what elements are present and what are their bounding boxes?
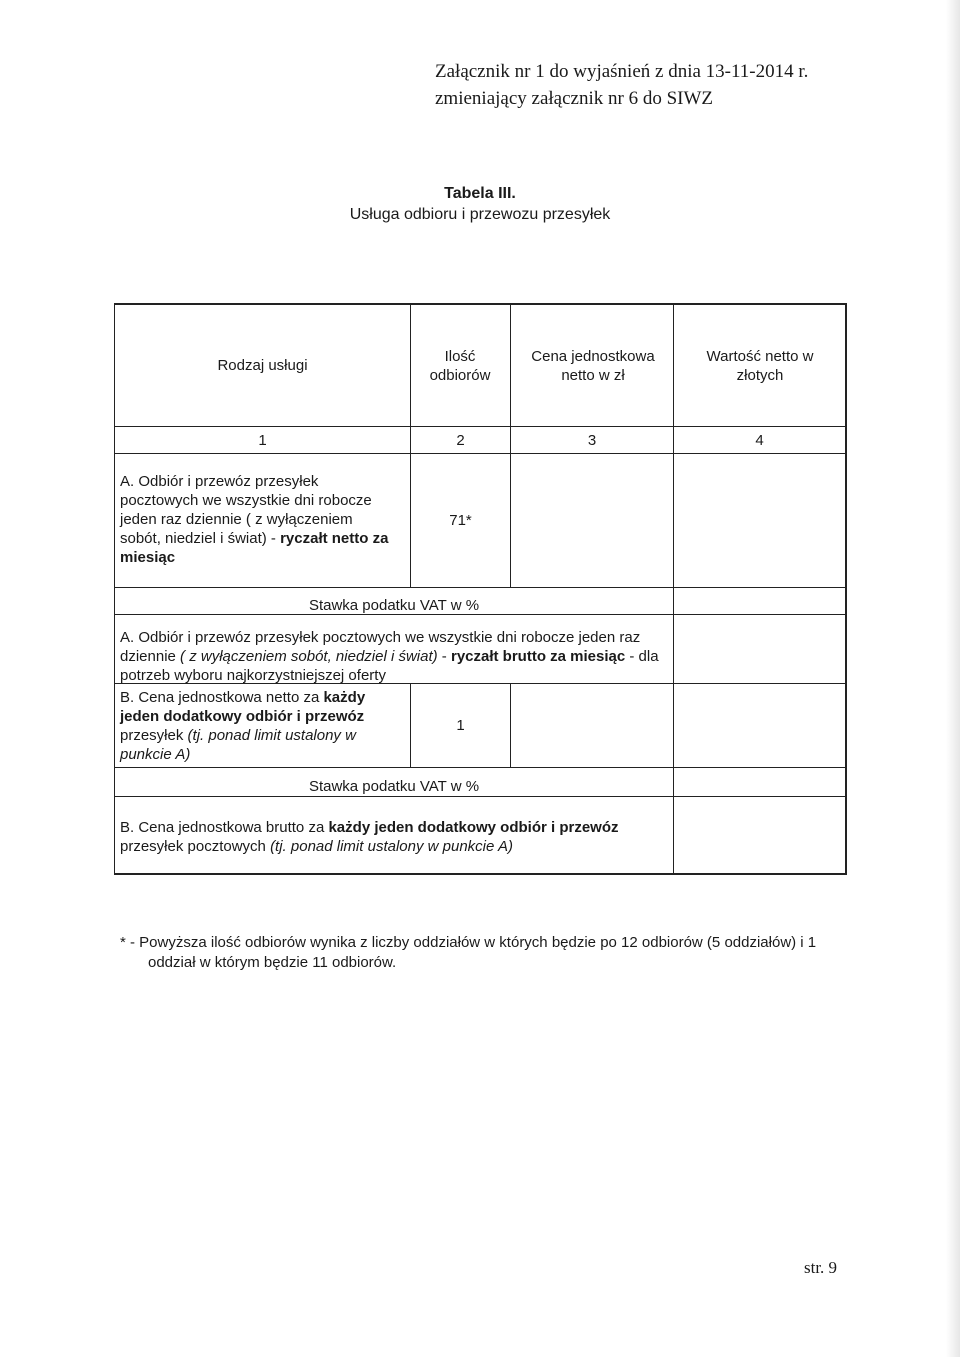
col-number-4: 4 (755, 432, 764, 449)
col-number-1: 1 (258, 432, 267, 449)
table-subtitle: Usługa odbioru i przewozu przesyłek (349, 206, 611, 223)
header-service-type: Rodzaj usługi (217, 357, 308, 374)
row-b-description: B. Cena jednostkowa netto za każdy jeden dodatkowy odbiór i przewóz przesyłek (tj. ponad limit ustalony w punkcie A) (120, 689, 366, 763)
attachment-header-line1: Załącznik nr 1 do wyjaśnień z dnia 13-11-2014 r. (435, 61, 809, 82)
table-border (114, 873, 847, 875)
table-border (673, 303, 674, 875)
header-net-value: Wartość netto w złotych (706, 348, 814, 384)
row-b-gross-description: B. Cena jednostkowa brutto za każdy jeden dodatkowy odbiór i przewóz przesyłek pocztowych (tj. ponad limit ustalony w punkcie A) (120, 819, 619, 855)
table-border (114, 426, 847, 427)
table-number: Tabela III. (444, 185, 516, 202)
col-number-3: 3 (587, 432, 597, 449)
vat-rate-label-1: Stawka podatku VAT w % (308, 597, 480, 614)
row-b-quantity: 1 (456, 717, 465, 734)
table-border (114, 796, 847, 797)
header-unit-price: Cena jednostkowa netto w zł (531, 348, 655, 384)
table-border (845, 303, 847, 875)
table-border (114, 453, 847, 454)
attachment-header-line2: zmieniający załącznik nr 6 do SIWZ (435, 88, 714, 109)
row-a-quantity: 71* (449, 512, 472, 529)
col-number-2: 2 (456, 432, 465, 449)
row-a-description: A. Odbiór i przewóz przesyłek pocztowych we wszystkie dni robocze jeden raz dziennie ( z wyłączeniem sobót, niedziel i świat) - ryczałt netto za miesiąc (120, 473, 389, 566)
table-border (510, 683, 511, 768)
scan-edge-shading (946, 0, 960, 1357)
vat-rate-label-2: Stawka podatku VAT w % (308, 778, 480, 795)
table-border (114, 587, 847, 588)
header-pickup-count: Ilość odbiorów (429, 348, 491, 384)
footnote: * - Powyższa ilość odbiorów wynika z liczby oddziałów w których będzie po 12 odbiorów (5 oddziałów) i 1 oddział w którym będzie 11 odbiorów. (120, 934, 817, 971)
row-a-gross-description: A. Odbiór i przewóz przesyłek pocztowych we wszystkie dni robocze jeden raz dziennie ( z wyłączeniem sobót, niedziel i świat) - ryczałt brutto za miesiąc - dla potrzeb wyboru najkorzystniejszej oferty (120, 629, 659, 684)
table-border (114, 767, 847, 768)
page-number: str. 9 (804, 1258, 838, 1277)
table-border (114, 303, 847, 305)
